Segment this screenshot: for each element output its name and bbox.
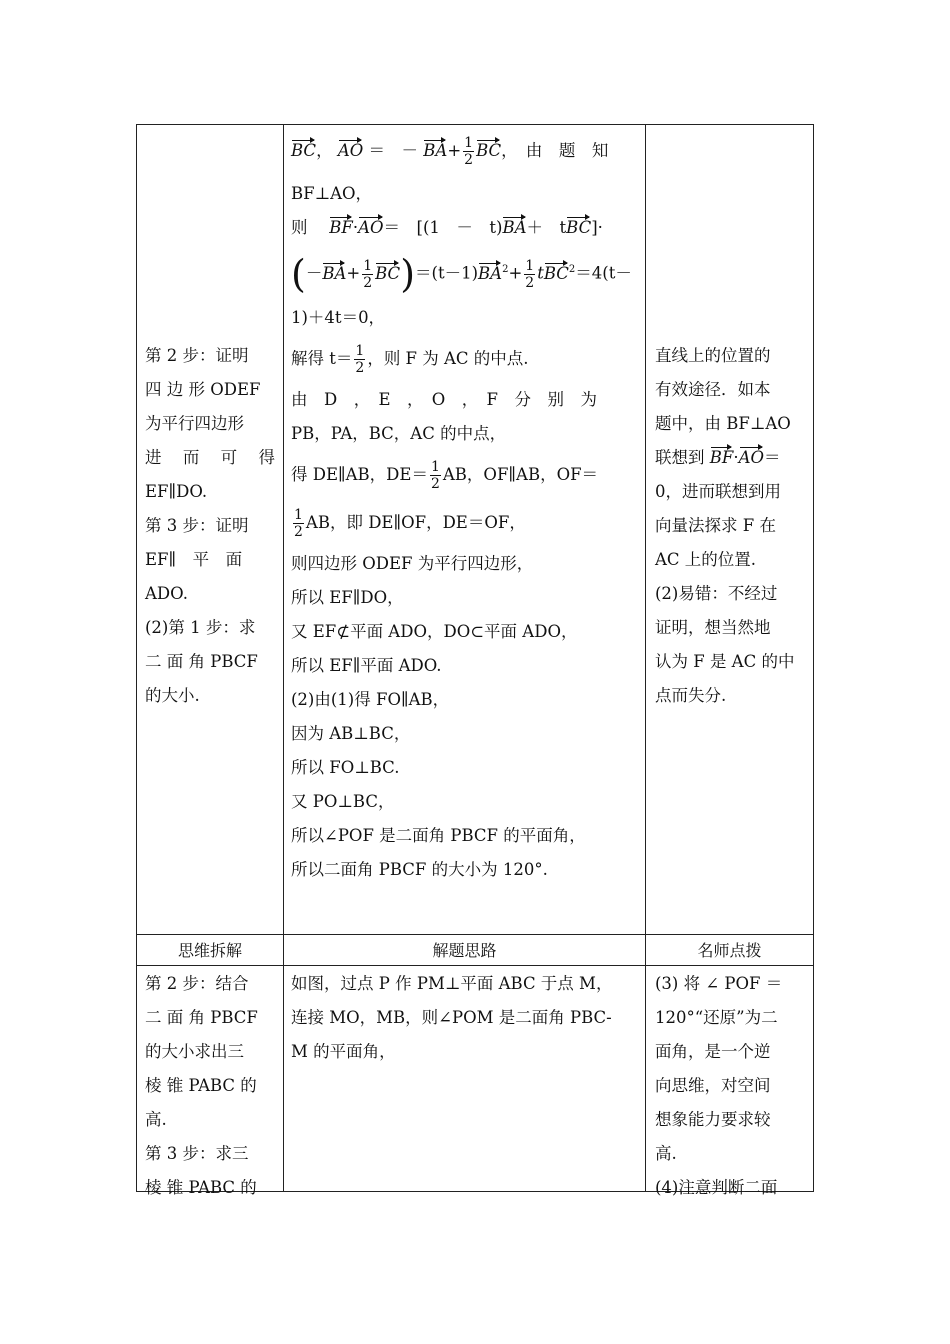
vector-BA: BA (322, 261, 346, 283)
vector-BF: BF (329, 215, 353, 237)
solution-table (136, 124, 814, 1197)
math-line-10: $\frac{1}{2}$ AB，即 DE∥OF，DE＝OF， (294, 507, 526, 540)
fraction-half: $\frac{1}{2}$ (294, 507, 303, 540)
fraction-half: $\frac{1}{2}$ (430, 459, 440, 492)
text-line: (2)由(1)得 FO∥AB， (291, 690, 450, 709)
text-line: 直线上的位置的 (655, 346, 771, 365)
header-top-border (137, 934, 813, 935)
text-line: BF⊥AO， (291, 184, 373, 203)
text-line: 连接 MO，MB，则∠POM 是二面角 PBC- (291, 1008, 612, 1027)
vector-BC: BC (476, 138, 501, 160)
column-divider-2 (645, 125, 646, 1191)
text-line: 二 面 角 PBCF (145, 1008, 258, 1027)
math-line-9: 得 DE∥AB，DE＝ $\frac{1}{2}$ AB，OF∥AB，OF＝ (291, 459, 599, 492)
text-line: 第 3 步：证明 (145, 516, 249, 535)
math-line-4: (－BA+ $\frac{1}{2}$ $BC)=(t-1)BA^2+$ $\frac{1}{2}$ tBC$^2$＝4(t－ (291, 252, 632, 296)
plus-sign: + (447, 141, 462, 160)
vector-BA: BA (502, 215, 526, 237)
math-line: 联想到 BF·AO＝ (655, 441, 807, 475)
text-line: 第 3 步：求三 (145, 1144, 249, 1163)
fraction-half: $\frac{1}{2}$ (525, 257, 535, 291)
lower-left-cell (145, 967, 275, 1205)
text-line: PB，PA，BC，AC 的中点， (291, 424, 507, 443)
text-line: 所以 EF∥平面 ADO. (291, 656, 442, 675)
text-line: 第 2 步：证明 (145, 346, 249, 365)
text-line: 向思维，对空间 (655, 1076, 771, 1095)
equals-minus: ＝ － (368, 141, 419, 160)
vector-BC: BC (375, 261, 400, 283)
text-line: AC 上的位置. (655, 550, 757, 569)
text-line: EF∥DO. (145, 482, 208, 501)
text-line: EF∥ 平 面 (145, 550, 243, 569)
text-line: 面角，是一个逆 (655, 1042, 771, 1061)
text-line: 二 面 角 PBCF (145, 652, 258, 671)
text-line: 的大小. (145, 686, 200, 705)
text-line: 如图，过点 P 作 PM⊥平面 ABC 于点 M， (291, 974, 613, 993)
column-divider-1 (283, 125, 284, 1191)
text-line: (2)易错：不经过 (655, 584, 778, 603)
header-tips: 名师点拨 (697, 941, 762, 960)
text-line: 认为 F 是 AC 的中 (655, 652, 795, 671)
text-line: 高. (655, 1144, 677, 1163)
vector-BC: BC (566, 215, 591, 237)
text-line: 又 EF⊄平面 ADO，DO⊂平面 ADO， (291, 622, 578, 641)
lower-mid-cell (291, 967, 639, 1069)
text-line: 题中，由 BF⊥AO (655, 414, 791, 433)
text-line: 120°“还原”为二 (655, 1008, 778, 1027)
text-tail: ， 由 题 知 (501, 141, 609, 160)
text-line: 所以 EF∥DO， (291, 588, 404, 607)
text-line: ADO. (145, 584, 188, 603)
text-line: 证明，想当然地 (655, 618, 771, 637)
text-line: M 的平面角， (291, 1042, 396, 1061)
text-line: 有效途径．如本 (655, 380, 771, 399)
upper-mid-cell (291, 129, 639, 887)
upper-left-cell (145, 339, 275, 713)
math-line-6: 解得 t＝ $\frac{1}{2}$ ，则 F 为 AC 的中点. (291, 343, 529, 376)
lower-right-cell (655, 967, 807, 1205)
text-line: 进 而 可 得 (145, 448, 275, 467)
text-line: 第 2 步：结合 (145, 974, 249, 993)
text-line: 棱 锥 PABC 的 (145, 1076, 257, 1095)
text-line: 高. (145, 1110, 167, 1129)
text-line: 的大小求出三 (145, 1042, 244, 1061)
vector-AO: AO (338, 138, 363, 160)
fraction-half: $\frac{1}{2}$ (363, 257, 373, 291)
header-thinking: 思维拆解 (177, 941, 242, 960)
text-line: 点而失分. (655, 686, 727, 705)
vector-AO: AO (358, 215, 383, 237)
header-solution: 解题思路 (432, 941, 497, 960)
text-line: 向量法探求 F 在 (655, 516, 776, 535)
text-line: 想象能力要求较 (655, 1110, 771, 1129)
fraction-half: $\frac{1}{2}$ (464, 135, 474, 168)
text-line: 1)＋4t＝0， (291, 308, 386, 327)
text-line: (4)注意判断二面 (655, 1178, 778, 1197)
math-line-3: 则 BF·AO＝ [(1 － t)BA＋ tBC]· (291, 211, 639, 245)
text-line: (3) 将 ∠ POF ＝ (655, 974, 783, 993)
vector-BF: BF (710, 445, 734, 467)
text-line: 则四边形 ODEF 为平行四边形， (291, 554, 534, 573)
vector-BC: BC (544, 261, 569, 283)
text-line: (2)第 1 步：求 (145, 618, 256, 637)
vector-BC: BC (291, 138, 316, 160)
fraction-half: $\frac{1}{2}$ (355, 343, 365, 376)
text-line: 又 PO⊥BC， (291, 792, 395, 811)
text-line: 0，进而联想到用 (655, 482, 781, 501)
text-line: 四 边 形 ODEF (145, 380, 261, 399)
vector-BA: BA (478, 261, 502, 283)
text-line: 所以∠POF 是二面角 PBCF 的平面角， (291, 826, 586, 845)
text-line: 由 D ， E ， O ， F 分 别 为 (291, 390, 597, 409)
text-line: 所以 FO⊥BC. (291, 758, 400, 777)
vector-AO: AO (739, 445, 764, 467)
math-line-1: BC， AO ＝ － BA+ $\frac{1}{2}$ BC， 由 题 知 (291, 135, 609, 168)
text-line: 为平行四边形 (145, 414, 244, 433)
vector-BA: BA (423, 138, 447, 160)
text-line: 所以二面角 PBCF 的大小为 120°. (291, 860, 548, 879)
text-line: 棱 锥 PABC 的 (145, 1178, 257, 1197)
upper-right-cell (655, 339, 807, 713)
text-line: 因为 AB⊥BC， (291, 724, 411, 743)
